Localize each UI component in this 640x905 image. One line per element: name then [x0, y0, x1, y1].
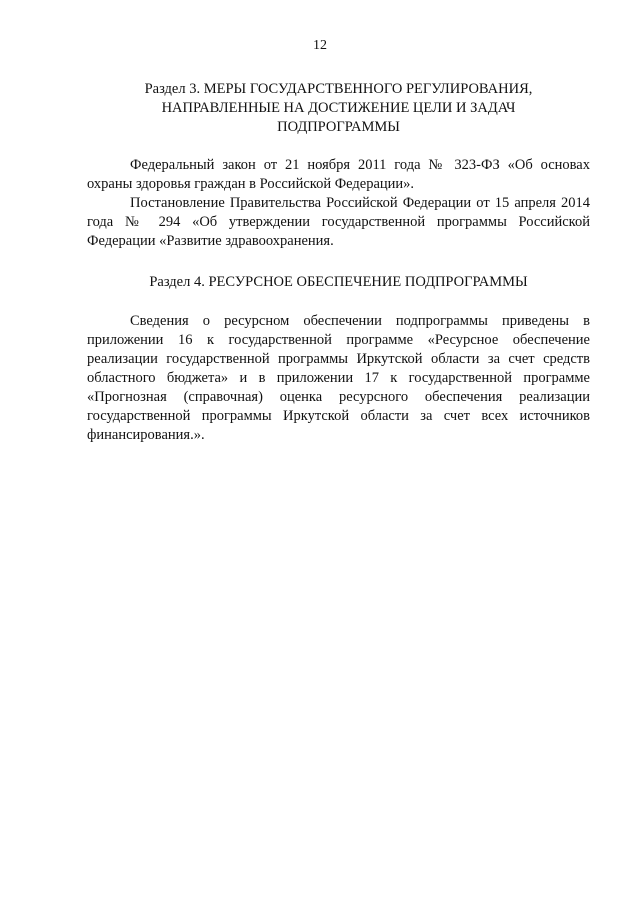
section-4-paragraph: Сведения о ресурсном обеспечении подпрограммы приведены в приложении 16 к государственной программе «Ресурсное обеспечение реализации государственной программы Иркутской области за счет средств областного бюджета» и в приложении 17 к государственной программе «Прогнозная (справочная) оценка ресурсного обеспечения реализации государственной программы Иркутской области за счет всех источников финансирования.».	[87, 313, 590, 443]
section-3-paragraph-resolution: Постановление Правительства Российской Федерации от 15 апреля 2014 года № 294 «Об утверждении государственной программы Российской Федерации «Развитие здравоохранения.	[87, 195, 590, 249]
page-number: 12	[313, 38, 327, 53]
section-3-heading-line-3: ПОДПРОГРАММЫ	[277, 119, 400, 135]
section-3-heading-line-1: Раздел 3. МЕРЫ ГОСУДАРСТВЕННОГО РЕГУЛИРОВАНИЯ,	[144, 81, 533, 97]
section-4-heading: Раздел 4. РЕСУРСНОЕ ОБЕСПЕЧЕНИЕ ПОДПРОГРАММЫ	[149, 274, 528, 290]
section-3-paragraph-law: Федеральный закон от 21 ноября 2011 года № 323-ФЗ «Об основах охраны здоровья граждан в Российской Федерации».	[87, 157, 590, 192]
document-body	[87, 80, 590, 445]
section-3-heading-line-2: НАПРАВЛЕННЫЕ НА ДОСТИЖЕНИЕ ЦЕЛИ И ЗАДАЧ	[161, 100, 516, 116]
section-3-heading	[87, 80, 590, 137]
